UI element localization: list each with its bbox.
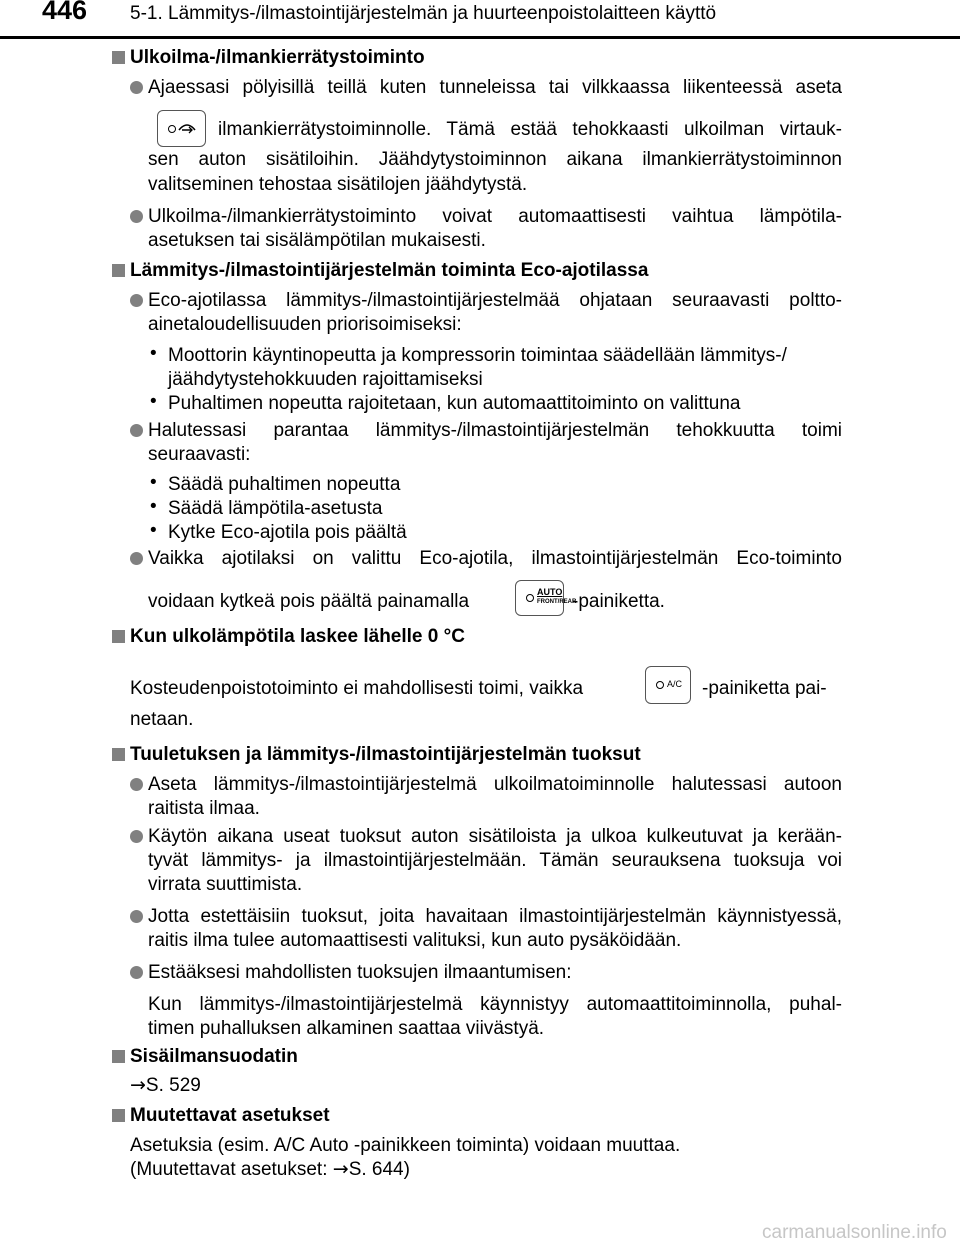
section-marker: [112, 748, 125, 761]
ac-button-image: [645, 666, 691, 704]
list-item: Puhaltimen nopeutta rajoitetaan, kun automaattitoiminto on valittuna: [168, 393, 741, 414]
front-rear-label: FRONT/REAR: [537, 599, 577, 605]
header-rule: [0, 36, 960, 39]
section-marker: [112, 1109, 125, 1122]
paragraph-line: valitseminen tehostaa sisätilojen jäähdytystä.: [148, 174, 528, 195]
paragraph-line: Vaikka ajotilaksi on valittu Eco-ajotila, ilmastointijärjestelmän Eco-toiminto: [148, 548, 842, 569]
paragraph-line: seuraavasti:: [148, 444, 251, 465]
reference-prefix: (Muutettavat asetukset:: [130, 1159, 333, 1180]
indicator-light-icon: [168, 125, 176, 133]
section-marker: [112, 630, 125, 643]
bullet-dot: [130, 966, 143, 979]
section-heading: Tuuletuksen ja lämmitys-/ilmastointijärjestelmän tuoksut: [130, 744, 641, 765]
paragraph-line: ainetaloudellisuuden priorisoimiseksi:: [148, 314, 462, 335]
paragraph-line: Aseta lämmitys-/ilmastointijärjestelmä ulkoilmatoiminnolle halutessasi autoon: [148, 774, 842, 795]
bullet-dot: [130, 210, 143, 223]
section-heading: Sisäilmansuodatin: [130, 1046, 298, 1067]
list-item: Kytke Eco-ajotila pois päältä: [168, 522, 407, 543]
section-marker: [112, 1050, 125, 1063]
paragraph-line: tyvät lämmitys- ja ilmastointijärjestelmään. Tämän seurauksena tuoksuja voi: [148, 850, 842, 871]
section-heading: Kun ulkolämpötila laskee lähelle 0 °C: [130, 626, 465, 647]
paragraph-line: virrata suuttimista.: [148, 874, 303, 895]
section-marker: [112, 264, 125, 277]
paragraph-line: Estääksesi mahdollisten tuoksujen ilmaantumisen:: [148, 962, 572, 983]
auto-label: AUTO: [537, 587, 563, 597]
ac-label: A/C: [667, 679, 683, 689]
list-item: Säädä puhaltimen nopeutta: [168, 474, 401, 495]
list-bullet: •: [150, 343, 157, 364]
paragraph-line: netaan.: [130, 709, 194, 730]
recirculation-button-image: [157, 110, 206, 147]
paragraph-line: voidaan kytkeä pois päältä painamalla: [148, 591, 470, 612]
reference-text: S. 644): [348, 1159, 410, 1180]
paragraph-line: -painiketta.: [572, 591, 665, 612]
bullet-dot: [130, 552, 143, 565]
section-heading: Ulkoilma-/ilmankierrätystoiminto: [130, 47, 425, 68]
watermark: carmanualsonline.info: [762, 1222, 947, 1243]
list-item: jäähdytystehokkuuden rajoittamiseksi: [168, 369, 483, 390]
page-reference: [130, 1073, 201, 1098]
paragraph-line: asetuksen tai sisälämpötilan mukaisesti.: [148, 230, 486, 251]
section-heading: Muutettavat asetukset: [130, 1105, 330, 1126]
bullet-dot: [130, 778, 143, 791]
list-bullet: •: [150, 472, 157, 493]
chapter-title: 5-1. Lämmitys-/ilmastointijärjestelmän ja huurteenpoistolaitteen käyttö: [130, 3, 717, 24]
auto-button-image: [515, 580, 577, 616]
page-number: 446: [42, 0, 88, 25]
list-bullet: •: [150, 520, 157, 541]
bullet-dot: [130, 294, 143, 307]
indicator-light-icon: [526, 594, 534, 602]
paragraph-line: Kosteudenpoistotoiminto ei mahdollisesti toimi, vaikka: [130, 678, 584, 699]
indicator-light-icon: [656, 681, 664, 689]
paragraph-line: Asetuksia (esim. A/C Auto -painikkeen toiminta) voidaan muuttaa.: [130, 1135, 681, 1156]
paragraph-line: Jotta estettäisiin tuoksut, joita havaitaan ilmastointijärjestelmän käynnistyessä,: [148, 906, 842, 927]
bullet-dot: [130, 830, 143, 843]
arrow-right-icon: →: [130, 1074, 146, 1096]
paragraph-line: [130, 1157, 410, 1182]
paragraph-line: raitista ilmaa.: [148, 798, 260, 819]
paragraph-line: ilmankierrätystoiminnolle. Tämä estää tehokkaasti ulkoilman virtauk-: [218, 119, 842, 140]
paragraph-line: Eco-ajotilassa lämmitys-/ilmastointijärjestelmää ohjataan seuraavasti poltto-: [148, 290, 842, 311]
arrow-right-icon: →: [332, 1158, 349, 1180]
recirculation-icon: [178, 121, 196, 135]
list-item: Säädä lämpötila-asetusta: [168, 498, 383, 519]
paragraph-line: -painiketta pai-: [702, 678, 827, 699]
paragraph-line: raitis ilma tulee automaattisesti valituksi, kun auto pysäköidään.: [148, 930, 682, 951]
paragraph-line: Kun lämmitys-/ilmastointijärjestelmä käynnistyy automaattitoiminnolla, puhal-: [148, 994, 842, 1015]
bullet-dot: [130, 81, 143, 94]
reference-text: S. 529: [145, 1075, 201, 1096]
paragraph-line: Ajaessasi pölyisillä teillä kuten tunneleissa tai vilkkaassa liikenteessä aseta: [148, 77, 842, 98]
section-heading: Lämmitys-/ilmastointijärjestelmän toiminta Eco-ajotilassa: [130, 260, 649, 281]
list-bullet: •: [150, 391, 157, 412]
paragraph-line: sen auton sisätiloihin. Jäähdytystoiminnon aikana ilmankierrätystoiminnon: [148, 149, 842, 170]
section-marker: [112, 51, 125, 64]
paragraph-line: Ulkoilma-/ilmankierrätystoiminto voivat automaattisesti vaihtua lämpötila-: [148, 206, 842, 227]
page-header: [0, 0, 960, 40]
list-item: Moottorin käyntinopeutta ja kompressorin toimintaa säädellään lämmitys-/: [168, 345, 787, 366]
paragraph-line: Käytön aikana useat tuoksut auton sisätiloista ja ulkoa kulkeutuvat ja kerään-: [148, 826, 842, 847]
bullet-dot: [130, 910, 143, 923]
paragraph-line: timen puhalluksen alkaminen saattaa viivästyä.: [148, 1018, 545, 1039]
list-bullet: •: [150, 496, 157, 517]
bullet-dot: [130, 424, 143, 437]
paragraph-line: Halutessasi parantaa lämmitys-/ilmastointijärjestelmän tehokkuutta toimi: [148, 420, 842, 441]
